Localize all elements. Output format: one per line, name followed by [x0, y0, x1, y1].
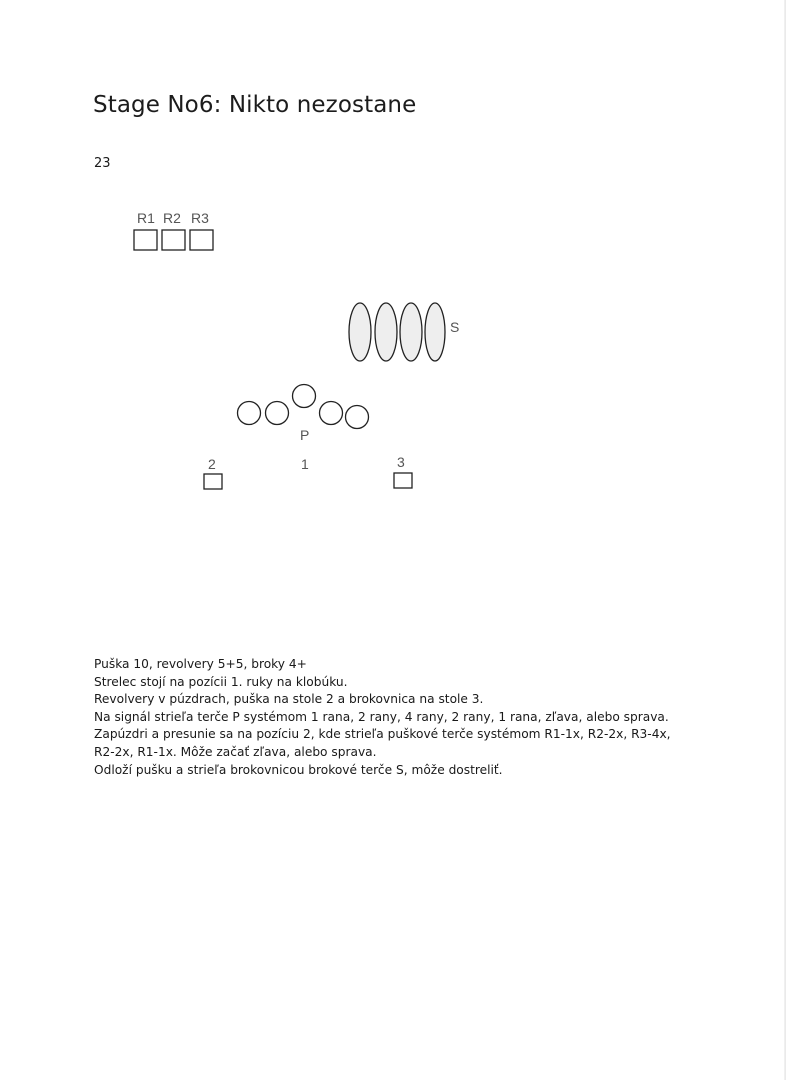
description-line: Na signál strieľa terče P systémom 1 rana, 2 rany, 4 rany, 2 rany, 1 rana, zľava, alebo sprava.	[94, 709, 669, 724]
shotgun-targets-label: S	[450, 319, 460, 335]
table-3-label: 3	[397, 454, 405, 470]
rifle-target-label-r1: R1	[137, 210, 155, 226]
stage-description	[94, 656, 714, 779]
shotgun-target	[425, 303, 445, 361]
table-2-label: 2	[208, 456, 216, 472]
pistol-target	[293, 385, 316, 408]
shotgun-target	[375, 303, 397, 361]
description-line: Strelec stojí na pozícii 1. ruky na klobúku.	[94, 674, 348, 689]
description-line: Revolvery v púzdrach, puška na stole 2 a brokovnica na stole 3.	[94, 692, 484, 707]
page-title: Stage No6: Nikto nezostane	[93, 92, 417, 118]
rifle-target-label-r2: R2	[163, 210, 181, 226]
shotgun-target	[400, 303, 422, 361]
description-line: Odloží pušku a strieľa brokovnicou brokové terče S, môže dostreliť.	[94, 762, 503, 777]
stage-number: 23	[94, 156, 111, 171]
rifle-target-label-r3: R3	[191, 210, 209, 226]
rifle-target-r3	[190, 230, 213, 250]
description-line: Puška 10, revolvery 5+5, broky 4+	[94, 657, 307, 671]
position-1-label: 1	[301, 456, 309, 472]
rifle-target-r2	[162, 230, 185, 250]
table-2	[204, 474, 222, 489]
pistol-target	[266, 402, 289, 425]
pistol-target	[320, 402, 343, 425]
rifle-target-r1	[134, 230, 157, 250]
pistol-target	[238, 402, 261, 425]
shotgun-target	[349, 303, 371, 361]
pistol-target	[346, 406, 369, 429]
description-line: Zapúzdri a presunie sa na pozíciu 2, kde strieľa puškové terče systémom R1-1x, R2-2x, R3-4x,	[94, 727, 671, 742]
pistol-targets-label: P	[300, 427, 310, 443]
description-line: R2-2x, R1-1x. Môže začať zľava, alebo sprava.	[94, 744, 377, 759]
table-3	[394, 473, 412, 488]
